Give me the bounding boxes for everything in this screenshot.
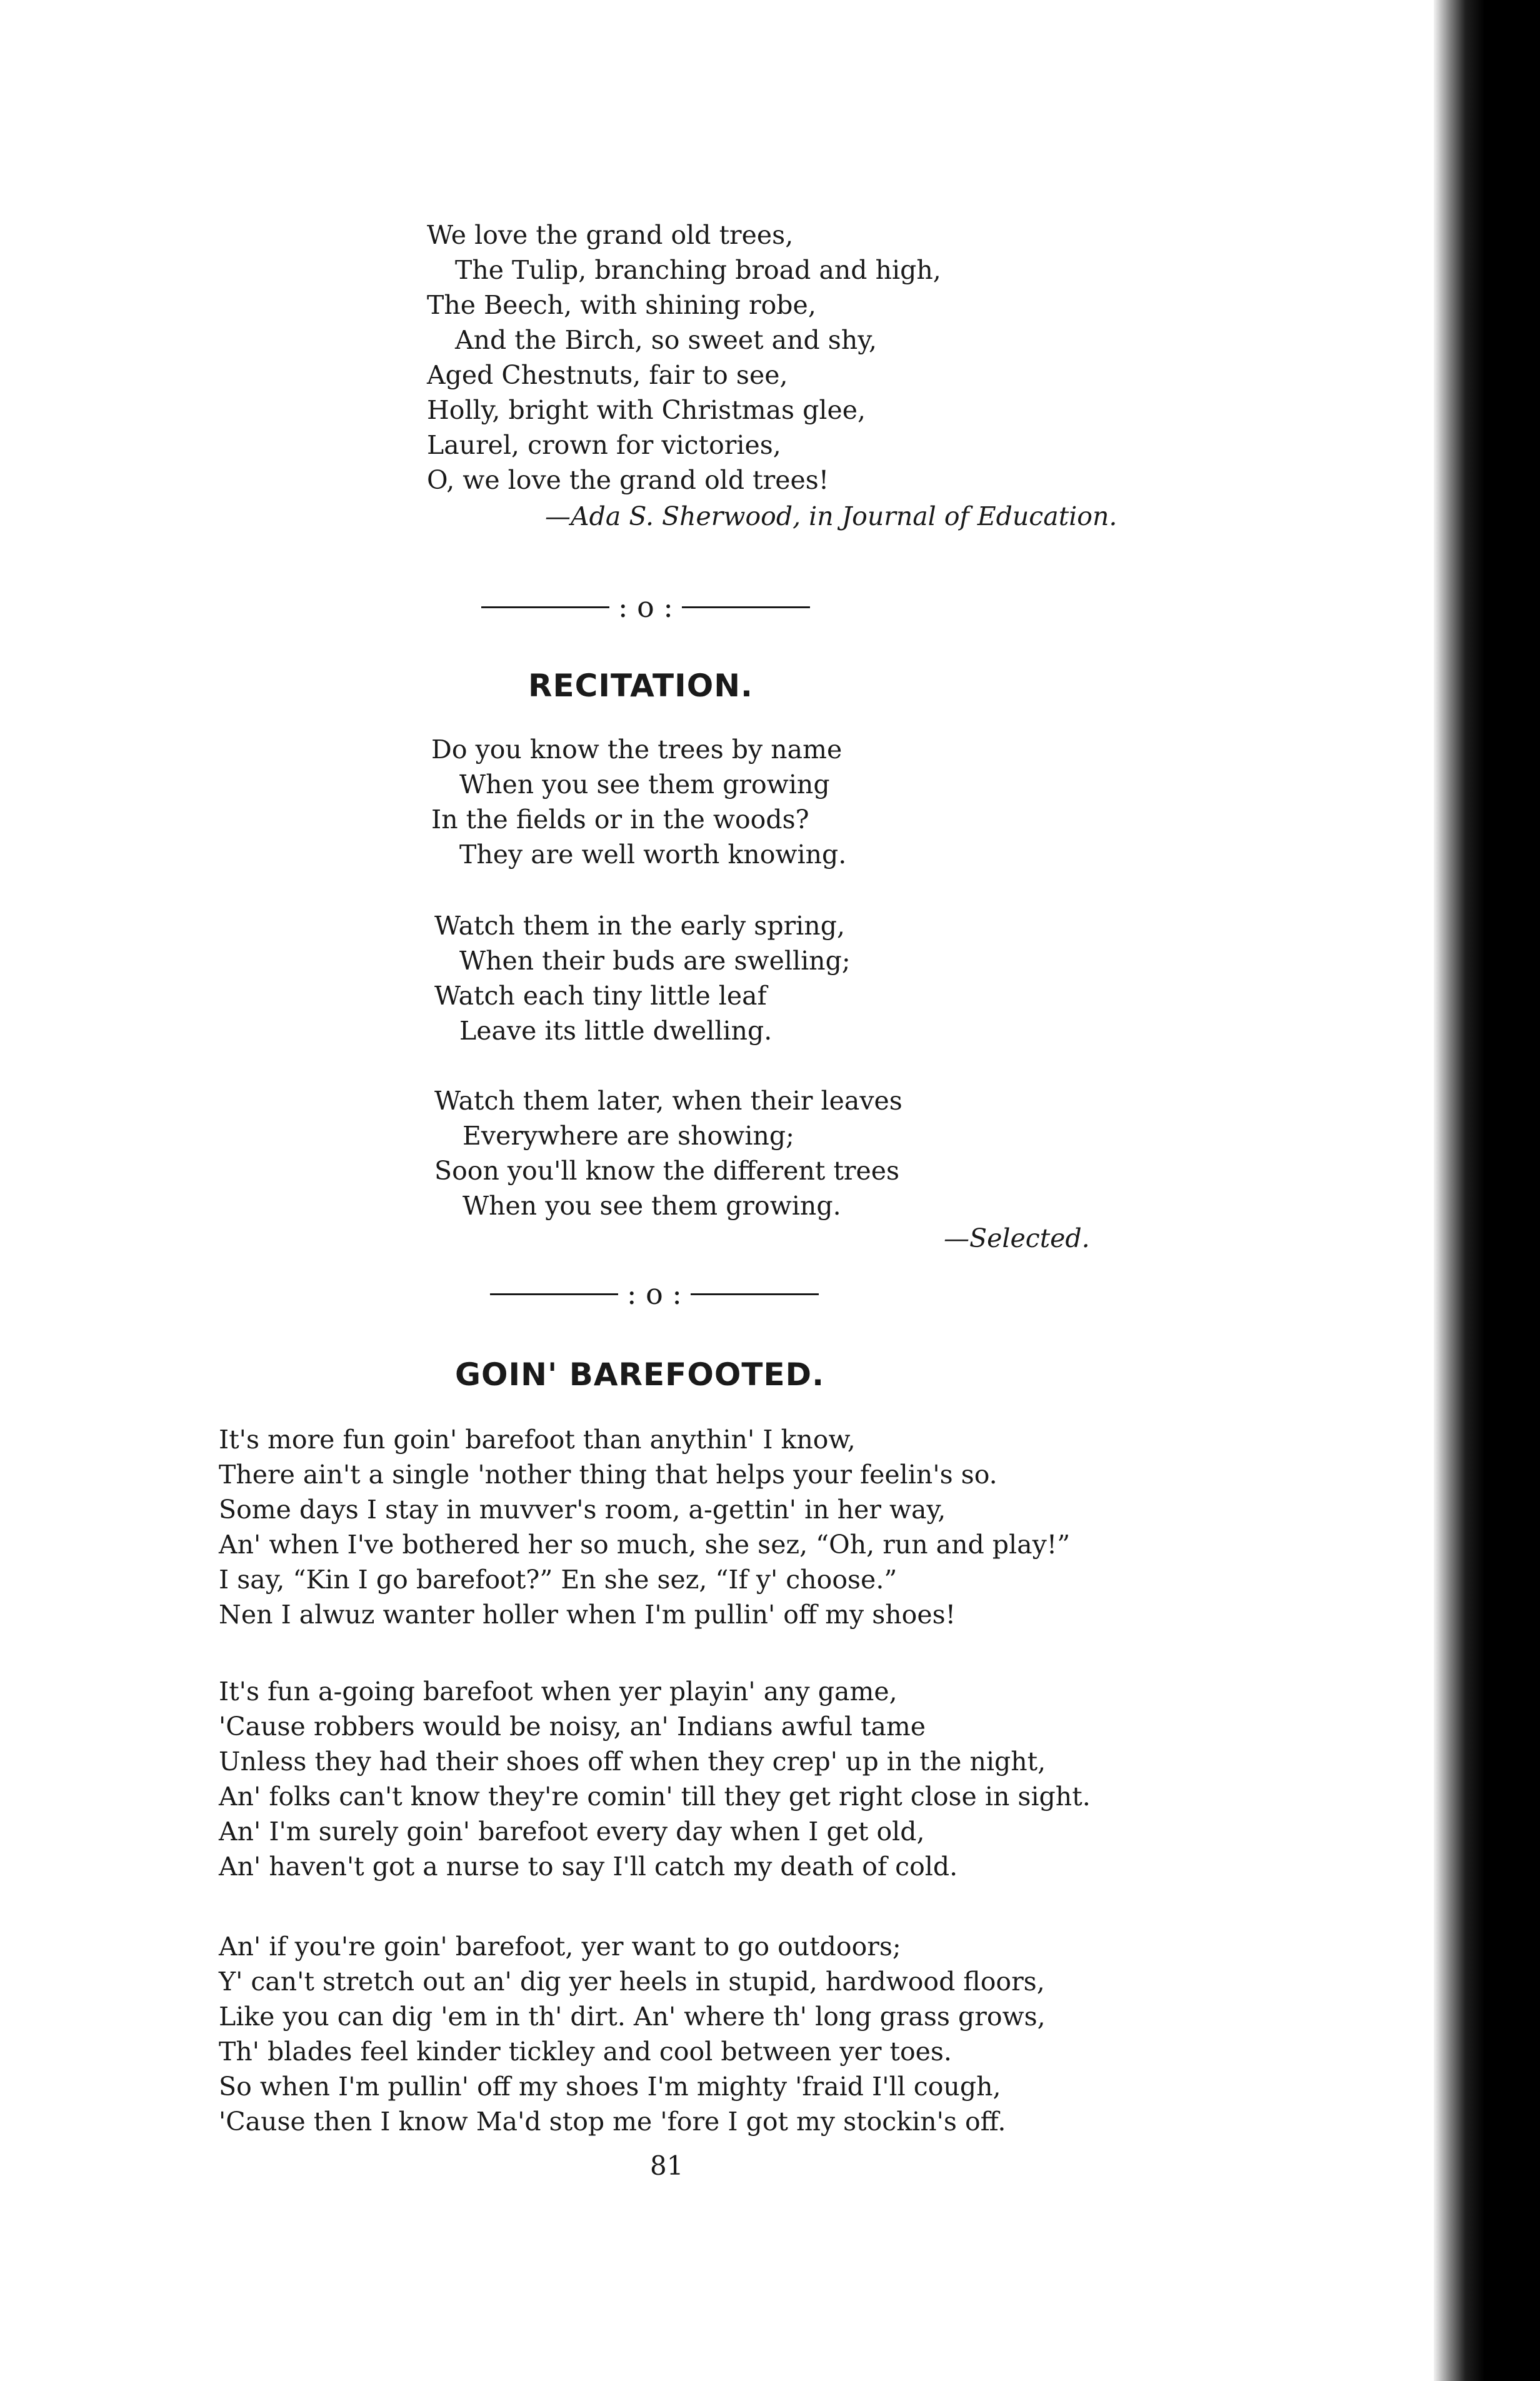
poem-line: An' haven't got a nurse to say I'll catch my death of cold. — [219, 1852, 958, 1882]
poem-line: Watch each tiny little leaf — [434, 981, 767, 1011]
poem-line: We love the grand old trees, — [427, 220, 794, 250]
separator-rule — [691, 1293, 819, 1295]
poem-line: Unless they had their shoes off when they crep' up in the night, — [219, 1747, 1046, 1777]
poem-line: The Tulip, branching broad and high, — [455, 255, 941, 285]
poem-line: Watch them in the early spring, — [434, 911, 845, 941]
poem-line: 'Cause then I know Ma'd stop me 'fore I got my stockin's off. — [219, 2107, 1006, 2137]
poem-line: 'Cause robbers would be noisy, an' Indians awful tame — [219, 1712, 926, 1742]
section-separator — [490, 1276, 819, 1311]
poem-line: It's fun a-going barefoot when yer playin' any game, — [219, 1677, 898, 1707]
poem-line: O, we love the grand old trees! — [427, 465, 829, 495]
separator-rule — [490, 1293, 618, 1295]
separator-rule — [481, 606, 609, 608]
poem-line: Holly, bright with Christmas glee, — [427, 395, 866, 425]
poem-line: An' when I've bothered her so much, she sez, “Oh, run and play!” — [219, 1530, 1071, 1560]
section-separator — [481, 589, 810, 624]
binding-edge — [1434, 0, 1540, 2381]
poem-line: An' folks can't know they're comin' till they get right close in sight. — [219, 1782, 1091, 1812]
poem-line: When you see them growing. — [462, 1191, 841, 1221]
poem-line: Th' blades feel kinder tickley and cool between yer toes. — [219, 2037, 952, 2067]
poem-line: In the fields or in the woods? — [431, 805, 809, 835]
separator-rule — [682, 606, 810, 608]
poem-line: Watch them later, when their leaves — [434, 1086, 902, 1116]
poem-line: When you see them growing — [459, 769, 830, 800]
poem-attribution: —Ada S. Sherwood, in Journal of Education. — [545, 501, 1118, 531]
poem-line: There ain't a single 'nother thing that helps your feelin's so. — [219, 1460, 998, 1490]
poem-attribution: —Selected. — [944, 1223, 1090, 1253]
poem-line: Soon you'll know the different trees — [434, 1156, 900, 1186]
poem-line: An' I'm surely goin' barefoot every day when I get old, — [219, 1817, 925, 1847]
poem-line: Do you know the trees by name — [431, 734, 842, 764]
poem-line: Leave its little dwelling. — [459, 1016, 772, 1046]
recitation-title: RECITATION. — [528, 668, 754, 704]
separator-mark: : o : — [627, 1277, 682, 1311]
separator-mark: : o : — [618, 590, 673, 624]
poem-line: The Beech, with shining robe, — [427, 290, 816, 320]
poem-line: They are well worth knowing. — [459, 840, 847, 870]
poem-line: Some days I stay in muvver's room, a-gettin' in her way, — [219, 1495, 946, 1525]
poem-line: I say, “Kin I go barefoot?” En she sez, “If y' choose.” — [219, 1565, 898, 1595]
poem-line: Like you can dig 'em in th' dirt. An' where th' long grass grows, — [219, 2002, 1046, 2032]
poem-line: So when I'm pullin' off my shoes I'm mighty 'fraid I'll cough, — [219, 2072, 1001, 2102]
poem-line: It's more fun goin' barefoot than anythin' I know, — [219, 1425, 856, 1455]
barefooted-title: GOIN' BAREFOOTED. — [455, 1356, 825, 1393]
poem-line: Y' can't stretch out an' dig yer heels in stupid, hardwood floors, — [219, 1967, 1045, 1997]
poem-line: An' if you're goin' barefoot, yer want to go outdoors; — [219, 1932, 901, 1962]
poem-line: And the Birch, so sweet and shy, — [455, 325, 877, 355]
poem-line: Laurel, crown for victories, — [427, 430, 781, 460]
poem-line: Everywhere are showing; — [462, 1121, 794, 1151]
poem-line: When their buds are swelling; — [459, 946, 851, 976]
poem-line: Nen I alwuz wanter holler when I'm pullin' off my shoes! — [219, 1600, 956, 1630]
page-number: 81 — [650, 2150, 684, 2181]
poem-line: Aged Chestnuts, fair to see, — [427, 360, 788, 390]
